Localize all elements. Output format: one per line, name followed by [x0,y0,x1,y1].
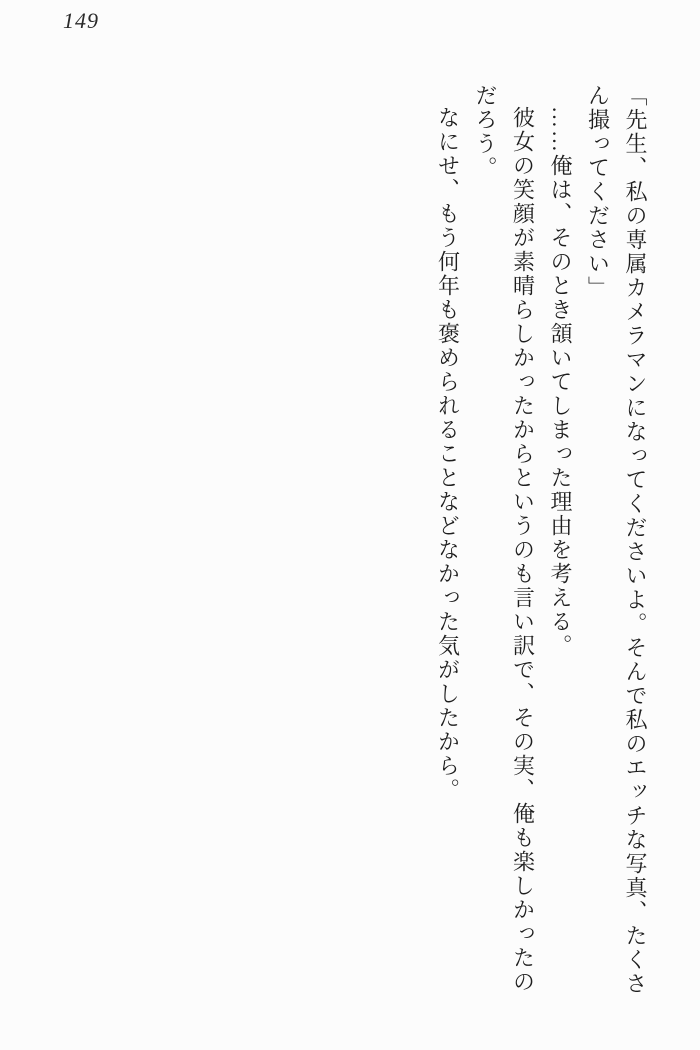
text-block [429,84,654,1005]
paragraph: 「先生、私の専属カメラマンになってくださいよ。そんで私のエッチな写真、たくさん撮ってください」 [585,84,648,996]
page-number: 149 [63,8,99,33]
paragraph: なにせ、もう何年も褒められることなどなかった気がしたから。 [435,106,461,802]
paragraph: ……俺は、そのとき頷いてしまった理由を考える。 [548,106,573,658]
paragraph: 彼女の笑顔が素晴らしかったからというのも言い訳で、その実、俺も楽しかったのだろう。 [473,84,536,994]
